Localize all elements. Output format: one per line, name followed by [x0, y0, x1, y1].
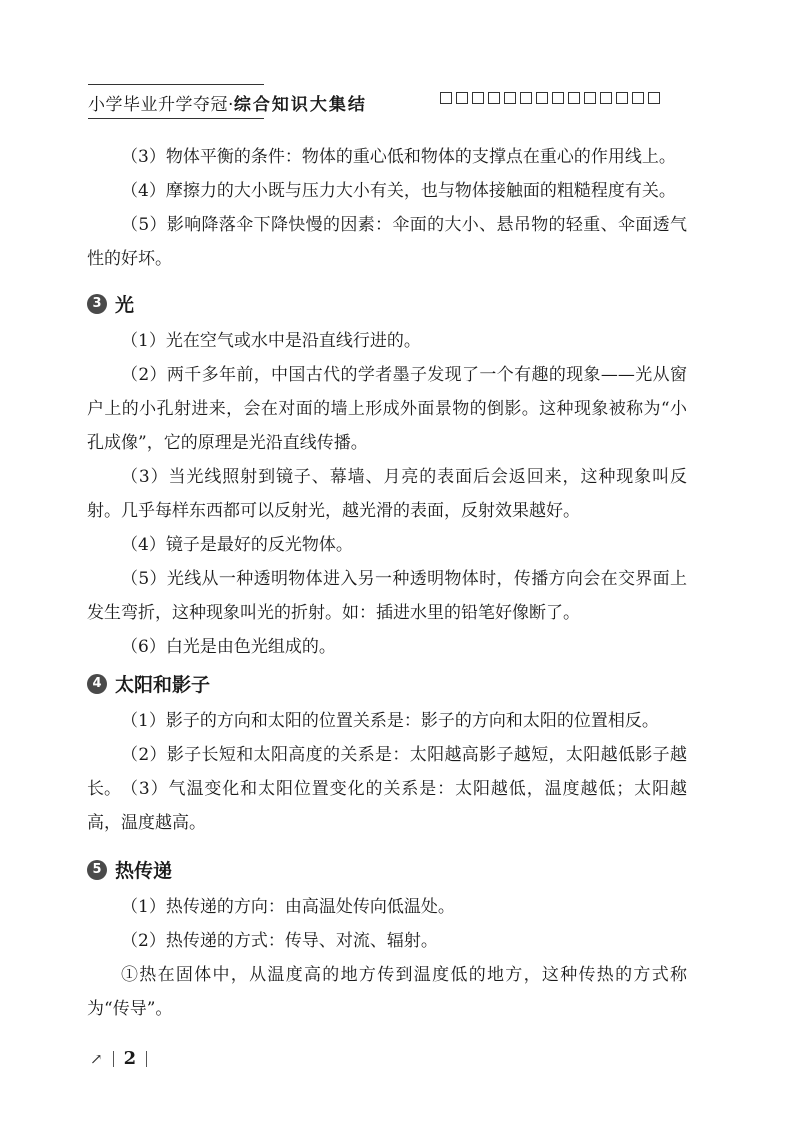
- header-box: [584, 92, 596, 104]
- header-box: [440, 92, 452, 104]
- section-title: 光: [115, 294, 135, 316]
- header-bottom-rule: [88, 118, 264, 119]
- section-number-badge: 5: [87, 860, 107, 880]
- section-heading-heat-transfer: [87, 856, 172, 883]
- section-number-badge: 3: [87, 294, 107, 314]
- header-box: [488, 92, 500, 104]
- page-footer: [90, 1048, 147, 1069]
- header-series: 小学毕业升学夺冠: [88, 95, 228, 115]
- paragraph: （2）影子长短和太阳高度的关系是：太阳越高影子越短，太阳越低影子越长。: [87, 745, 687, 799]
- header-title: 综合知识大集结: [233, 95, 367, 115]
- header-box: [520, 92, 532, 104]
- running-header: [88, 84, 696, 124]
- paragraph: （1）影子的方向和太阳的位置关系是：影子的方向和太阳的位置相反。: [121, 711, 659, 731]
- paragraph: （4）摩擦力的大小既与压力大小有关，也与物体接触面的粗糙程度有关。: [121, 181, 676, 201]
- header-box: [504, 92, 516, 104]
- section-title: 太阳和影子: [115, 674, 211, 696]
- header-box: [552, 92, 564, 104]
- paragraph: （3）气温变化和太阳位置变化的关系是：太阳越低，温度越低；太阳越高，温度越高。: [87, 779, 687, 833]
- paragraph: （5）光线从一种透明物体进入另一种透明物体时，传播方向会在交界面上发生弯折，这种现象叫光的折射。如：插进水里的铅笔好像断了。: [87, 569, 687, 623]
- header-top-rule: [88, 84, 264, 85]
- header-box: [600, 92, 612, 104]
- header-text: [88, 90, 367, 115]
- header-box: [456, 92, 468, 104]
- header-box-decoration: [440, 92, 660, 104]
- paragraph: ①热在固体中，从温度高的地方传到温度低的地方，这种传热的方式称为“传导”。: [87, 965, 687, 1019]
- arrow-icon: ↗: [90, 1049, 103, 1068]
- footer-divider: [113, 1051, 114, 1067]
- paragraph: （3）当光线照射到镜子、幕墙、月亮的表面后会返回来，这种现象叫反射。几乎每样东西都可以反射光，越光滑的表面，反射效果越好。: [87, 467, 687, 521]
- paragraph: （2）热传递的方式：传导、对流、辐射。: [121, 931, 438, 951]
- header-box: [648, 92, 660, 104]
- paragraph: （6）白光是由色光组成的。: [121, 637, 336, 657]
- paragraph: （1）热传递的方向：由高温处传向低温处。: [121, 897, 455, 917]
- page-number: 2: [123, 1048, 137, 1069]
- section-title: 热传递: [115, 860, 173, 882]
- header-box: [632, 92, 644, 104]
- footer-divider: [146, 1051, 147, 1067]
- header-box: [472, 92, 484, 104]
- header-separator: ·: [228, 95, 234, 115]
- paragraph: （4）镜子是最好的反光物体。: [121, 535, 353, 555]
- section-heading-light: [87, 290, 134, 317]
- header-box: [536, 92, 548, 104]
- paragraph: （5）影响降落伞下降快慢的因素：伞面的大小、悬吊物的轻重、伞面透气性的好坏。: [87, 215, 687, 269]
- paragraph: （2）两千多年前，中国古代的学者墨子发现了一个有趣的现象——光从窗户上的小孔射进来，会在对面的墙上形成外面景物的倒影。这种现象被称为“小孔成像”，它的原理是光沿直线传播。: [87, 365, 687, 453]
- paragraph: （1）光在空气或水中是沿直线行进的。: [121, 331, 421, 351]
- header-box: [616, 92, 628, 104]
- paragraph: （3）物体平衡的条件：物体的重心低和物体的支撑点在重心的作用线上。: [121, 147, 676, 167]
- header-box: [568, 92, 580, 104]
- section-number-badge: 4: [87, 674, 107, 694]
- section-heading-sun-and-shadow: [87, 670, 210, 697]
